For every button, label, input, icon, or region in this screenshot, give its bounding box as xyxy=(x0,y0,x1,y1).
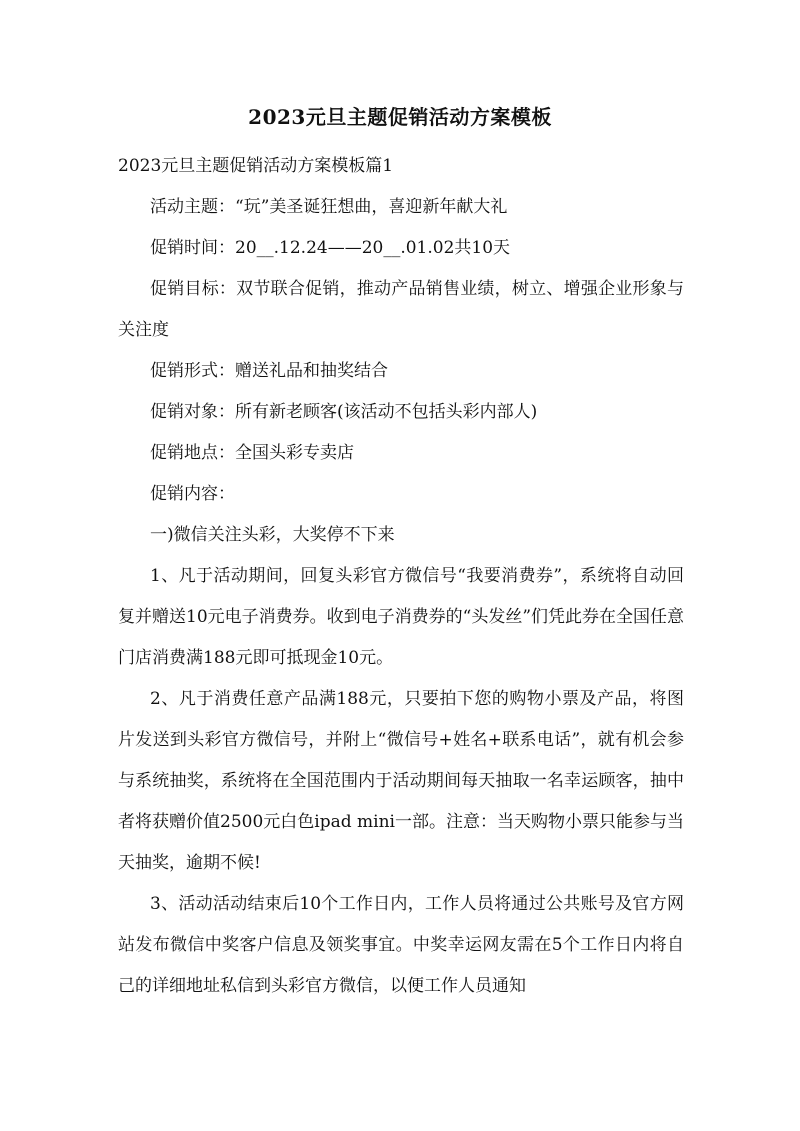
paragraph-item-3: 3、活动活动结束后10个工作日内，工作人员将通过公共账号及官方网站发布微信中奖客户信息及领奖事宜。中奖幸运网友需在5个工作日内将自己的详细地址私信到头彩官方微信，以便工作人员通知 xyxy=(118,894,684,996)
paragraph-item-1: 1、凡于活动期间，回复头彩官方微信号“我要消费券”，系统将自动回复并赠送10元电子消费券。收到电子消费券的“头发丝”们凭此券在全国任意门店消费满188元即可抵现金10元。 xyxy=(118,566,685,668)
paragraph-theme: 活动主题：“玩”美圣诞狂想曲，喜迎新年献大礼 xyxy=(150,197,508,217)
document-body xyxy=(118,146,684,1007)
paragraph-wechat-heading: 一)微信关注头彩，大奖停不下来 xyxy=(150,525,395,545)
paragraph-target: 促销对象：所有新老顾客(该活动不包括头彩内部人) xyxy=(150,402,538,422)
paragraph-time: 促销时间：20__.12.24——20__.01.02共10天 xyxy=(150,238,511,258)
paragraph-goal: 促销目标：双节联合促销，推动产品销售业绩，树立、增强企业形象与关注度 xyxy=(118,279,684,340)
section-heading: 2023元旦主题促销活动方案模板篇1 xyxy=(118,156,394,176)
paragraph-form: 促销形式：赠送礼品和抽奖结合 xyxy=(150,361,388,381)
paragraph-location: 促销地点：全国头彩专卖店 xyxy=(150,443,354,463)
document-title: 2023元旦主题促销活动方案模板 xyxy=(248,105,552,129)
paragraph-content-label: 促销内容： xyxy=(150,484,235,504)
paragraph-item-2: 2、凡于消费任意产品满188元，只要拍下您的购物小票及产品，将图片发送到头彩官方微信号，并附上“微信号+姓名+联系电话”，就有机会参与系统抽奖，系统将在全国范围内于活动期间每天抽取一名幸运顾客，抽中者将获赠价值2500元白色ipad mini一部。注意：当天购物小票只能参与当天抽奖，逾期不候! xyxy=(118,689,684,873)
